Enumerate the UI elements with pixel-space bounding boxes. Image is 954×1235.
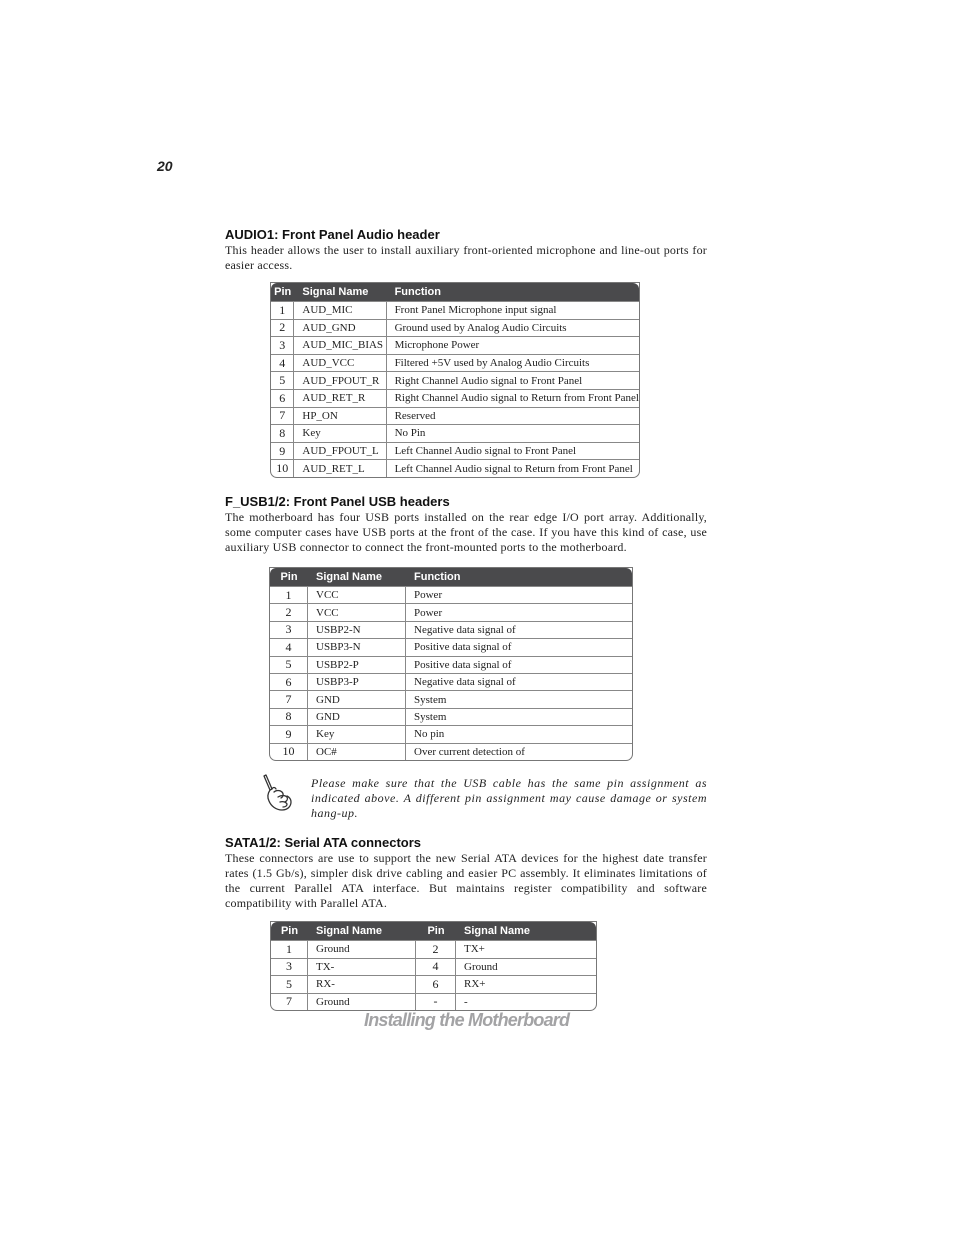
table-row: [271, 354, 639, 372]
sata-col-pin-b: Pin: [416, 922, 456, 940]
pin-function: Left Channel Audio signal to Front Panel: [387, 442, 639, 460]
table-row: [270, 708, 632, 725]
pin-function: No Pin: [387, 424, 639, 442]
pin-number: 9: [271, 442, 294, 460]
table-row: [270, 621, 632, 638]
pointing-hand-icon: [258, 772, 298, 816]
table-row: [270, 586, 632, 603]
sata-col-signal-a: Signal Name: [308, 922, 416, 940]
pin-number: 9: [270, 725, 308, 742]
table-row: [271, 940, 596, 958]
pin-function: Over current detection of: [406, 743, 632, 760]
pin-number: 4: [270, 638, 308, 655]
pin-function: Filtered +5V used by Analog Audio Circuits: [387, 354, 639, 372]
pin-function: No pin: [406, 725, 632, 742]
signal-name: VCC: [308, 603, 406, 620]
signal-name: OC#: [308, 743, 406, 760]
table-row: [271, 975, 596, 993]
signal-name: AUD_RET_L: [294, 459, 386, 477]
pin-number: 6: [416, 975, 456, 993]
table-row: [270, 603, 632, 620]
pin-function: System: [406, 690, 632, 707]
signal-name: USBP3-N: [308, 638, 406, 655]
signal-name: VCC: [308, 586, 406, 603]
pin-number: 5: [270, 656, 308, 673]
sata-pin-table: [270, 921, 597, 1011]
pin-function: Power: [406, 603, 632, 620]
pin-number: 2: [416, 940, 456, 958]
pin-function: Positive data signal of: [406, 656, 632, 673]
pin-number: 4: [416, 958, 456, 976]
audio-col-pin: Pin: [271, 283, 294, 301]
table-row: [270, 690, 632, 707]
pin-function: Microphone Power: [387, 336, 639, 354]
pin-function: Ground used by Analog Audio Circuits: [387, 319, 639, 337]
pin-number: 3: [270, 621, 308, 638]
pin-function: System: [406, 708, 632, 725]
signal-name: Ground: [308, 940, 416, 958]
sata-col-pin-a: Pin: [271, 922, 308, 940]
signal-name: AUD_FPOUT_R: [294, 371, 386, 389]
usb-warning-note: Please make sure that the USB cable has the same pin assignment as indicated above. A different pin assignment may cause damage or system hang-up.: [311, 776, 707, 820]
pin-function: Negative data signal of: [406, 621, 632, 638]
signal-name: USBP2-N: [308, 621, 406, 638]
pin-function: Negative data signal of: [406, 673, 632, 690]
signal-name: TX-: [308, 958, 416, 976]
pin-number: 3: [271, 336, 294, 354]
signal-name: TX+: [456, 940, 596, 958]
usb-col-signal: Signal Name: [308, 568, 406, 586]
pin-number: 7: [270, 690, 308, 707]
pin-number: 1: [270, 586, 308, 603]
pin-number: 3: [271, 958, 308, 976]
signal-name: Key: [294, 424, 386, 442]
table-row: [271, 424, 639, 442]
signal-name: -: [456, 993, 596, 1011]
pin-number: -: [416, 993, 456, 1011]
usb-heading: F_USB1/2: Front Panel USB headers: [225, 494, 450, 509]
audio-section: [225, 227, 707, 273]
table-row: [270, 725, 632, 742]
table-row: [270, 656, 632, 673]
usb-col-pin: Pin: [270, 568, 308, 586]
table-row: [271, 442, 639, 460]
pin-number: 7: [271, 993, 308, 1011]
signal-name: Key: [308, 725, 406, 742]
pin-number: 4: [271, 354, 294, 372]
usb-pin-table: [269, 567, 633, 761]
pin-number: 5: [271, 371, 294, 389]
table-row: [271, 301, 639, 319]
audio-col-function: Function: [387, 283, 639, 301]
pin-function: Front Panel Microphone input signal: [387, 301, 639, 319]
table-row: [271, 407, 639, 425]
pin-number: 7: [271, 407, 294, 425]
pin-number: 2: [270, 603, 308, 620]
audio-description: This header allows the user to install auxiliary front-oriented microphone and line-out ports for easier access.: [225, 243, 707, 272]
usb-description: The motherboard has four USB ports installed on the rear edge I/O port array. Additionally, some computer cases have USB ports at the front of the case. If you have this kind of case, use auxiliary USB connector to connect the front-mounted ports to the motherboard.: [225, 510, 707, 554]
table-row: [271, 336, 639, 354]
sata-col-signal-b: Signal Name: [456, 922, 596, 940]
pin-number: 10: [270, 743, 308, 760]
audio-pin-table: [270, 282, 640, 478]
table-row: [271, 958, 596, 976]
signal-name: GND: [308, 690, 406, 707]
table-row: [271, 319, 639, 337]
signal-name: AUD_GND: [294, 319, 386, 337]
table-row: [271, 993, 596, 1011]
page-number: 20: [157, 158, 173, 174]
table-row: [270, 673, 632, 690]
signal-name: RX+: [456, 975, 596, 993]
pin-function: Reserved: [387, 407, 639, 425]
usb-table-header: [270, 568, 632, 586]
signal-name: AUD_MIC_BIAS: [294, 336, 386, 354]
signal-name: AUD_RET_R: [294, 389, 386, 407]
signal-name: GND: [308, 708, 406, 725]
pin-function: Left Channel Audio signal to Return from Front Panel: [387, 459, 639, 477]
pin-number: 1: [271, 940, 308, 958]
sata-description: These connectors are use to support the new Serial ATA devices for the highest date transfer rates (1.5 Gb/s), simpler disk drive cabling and easier PC assembly. It eliminates limitations of the current Parallel ATA interface. But maintains register compatibility and software compatibility with Parallel ATA.: [225, 851, 707, 910]
pin-number: 5: [271, 975, 308, 993]
pin-function: Right Channel Audio signal to Front Panel: [387, 371, 639, 389]
pin-number: 6: [270, 673, 308, 690]
sata-table-header: [271, 922, 596, 940]
signal-name: AUD_MIC: [294, 301, 386, 319]
signal-name: USBP2-P: [308, 656, 406, 673]
table-row: [270, 743, 632, 760]
signal-name: Ground: [456, 958, 596, 976]
audio-table-header: [271, 283, 639, 301]
footer-chapter-title: Installing the Motherboard: [364, 1010, 570, 1030]
audio-heading: AUDIO1: Front Panel Audio header: [225, 227, 440, 242]
audio-col-signal: Signal Name: [294, 283, 386, 301]
signal-name: HP_ON: [294, 407, 386, 425]
sata-heading: SATA1/2: Serial ATA connectors: [225, 835, 422, 850]
signal-name: RX-: [308, 975, 416, 993]
pin-number: 2: [271, 319, 294, 337]
pin-number: 8: [270, 708, 308, 725]
signal-name: USBP3-P: [308, 673, 406, 690]
pin-number: 1: [271, 301, 294, 319]
pin-function: Positive data signal of: [406, 638, 632, 655]
pin-function: Power: [406, 586, 632, 603]
table-row: [271, 389, 639, 407]
signal-name: Ground: [308, 993, 416, 1011]
table-row: [271, 371, 639, 389]
usb-col-function: Function: [406, 568, 632, 586]
signal-name: AUD_VCC: [294, 354, 386, 372]
pin-number: 10: [271, 459, 294, 477]
table-row: [270, 638, 632, 655]
pin-number: 6: [271, 389, 294, 407]
pin-number: 8: [271, 424, 294, 442]
pin-function: Right Channel Audio signal to Return from Front Panel: [387, 389, 639, 407]
sata-section: [225, 835, 707, 911]
usb-section: [225, 494, 707, 555]
table-row: [271, 459, 639, 477]
signal-name: AUD_FPOUT_L: [294, 442, 386, 460]
